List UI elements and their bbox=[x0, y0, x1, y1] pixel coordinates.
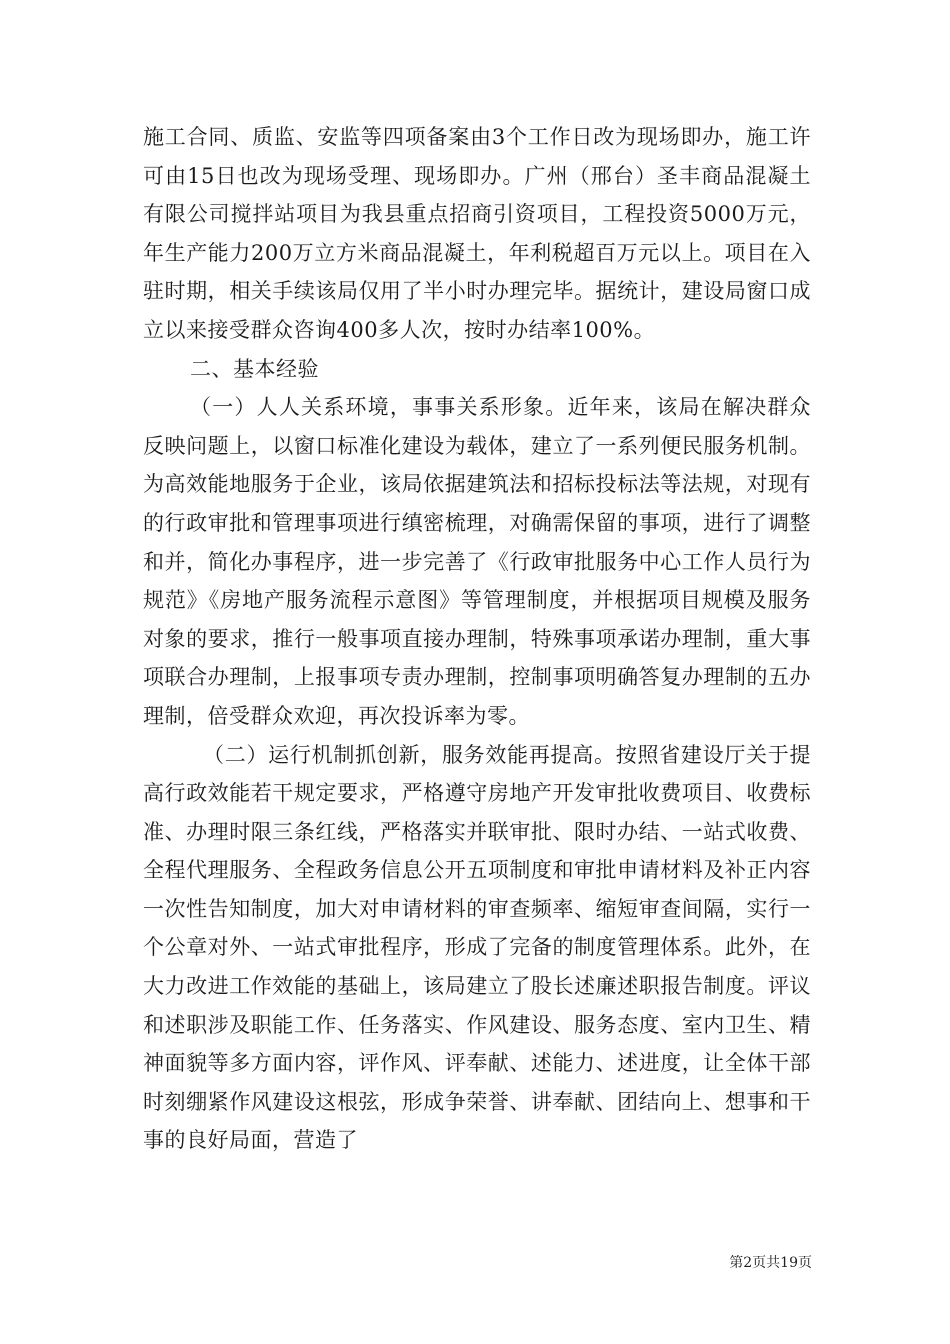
document-body bbox=[143, 118, 811, 1160]
section-heading: 二、基本经验 bbox=[190, 356, 319, 381]
page-number: 第2页共19页 bbox=[729, 1255, 812, 1271]
paragraph-experience-2: （二）运行机制抓创新，服务效能再提高。按照省建设厅关于提高行政效能若干规定要求，严格遵守房地产开发审批收费项目、收费标准、办理时限三条红线，严格落实并联审批、限时办结、一站式收费、全程代理服务、全程政务信息公开五项制度和审批申请材料及补正内容一次性告知制度，加大对申请材料的审查频率、缩短审查间隔，实行一个公章对外、一站式审批程序，形成了完备的制度管理体系。此外，在大力改进工作效能的基础上，该局建立了股长述廉述职报告制度。评议和述职涉及职能工作、任务落实、作风建设、服务态度、室内卫生、精神面貌等多方面内容，评作风、评奉献、述能力、述进度，让全体干部时刻绷紧作风建设这根弦，形成争荣誉、讲奉献、团结向上、想事和干事的良好局面，营造了 bbox=[143, 742, 811, 1153]
paragraph-experience-1: （一）人人关系环境，事事关系形象。近年来，该局在解决群众反映问题上，以窗口标准化建设为载体，建立了一系列便民服务机制。为高效能地服务于企业，该局依据建筑法和招标投标法等法规，对现有的行政审批和管理事项进行缜密梳理，对确需保留的事项，进行了调整和并，简化办事程序，进一步完善了《行政审批服务中心工作人员行为规范》《房地产服务流程示意图》等管理制度，并根据项目规模及服务对象的要求，推行一般事项直接办理制，特殊事项承诺办理制，重大事项联合办理制，上报事项专责办理制，控制事项明确答复办理制的五办理制，倍受群众欢迎，再次投诉率为零。 bbox=[143, 395, 811, 728]
paragraph-continuation: 施工合同、质监、安监等四项备案由3个工作日改为现场即办，施工许可由15日也改为现场受理、现场即办。广州（邢台）圣丰商品混凝土有限公司搅拌站项目为我县重点招商引资项目，工程投资5000万元，年生产能力200万立方米商品混凝土，年利税超百万元以上。项目在入驻时期，相关手续该局仅用了半小时办理完毕。据统计，建设局窗口成立以来接受群众咨询400多人次，按时办结率100%。 bbox=[143, 125, 811, 342]
